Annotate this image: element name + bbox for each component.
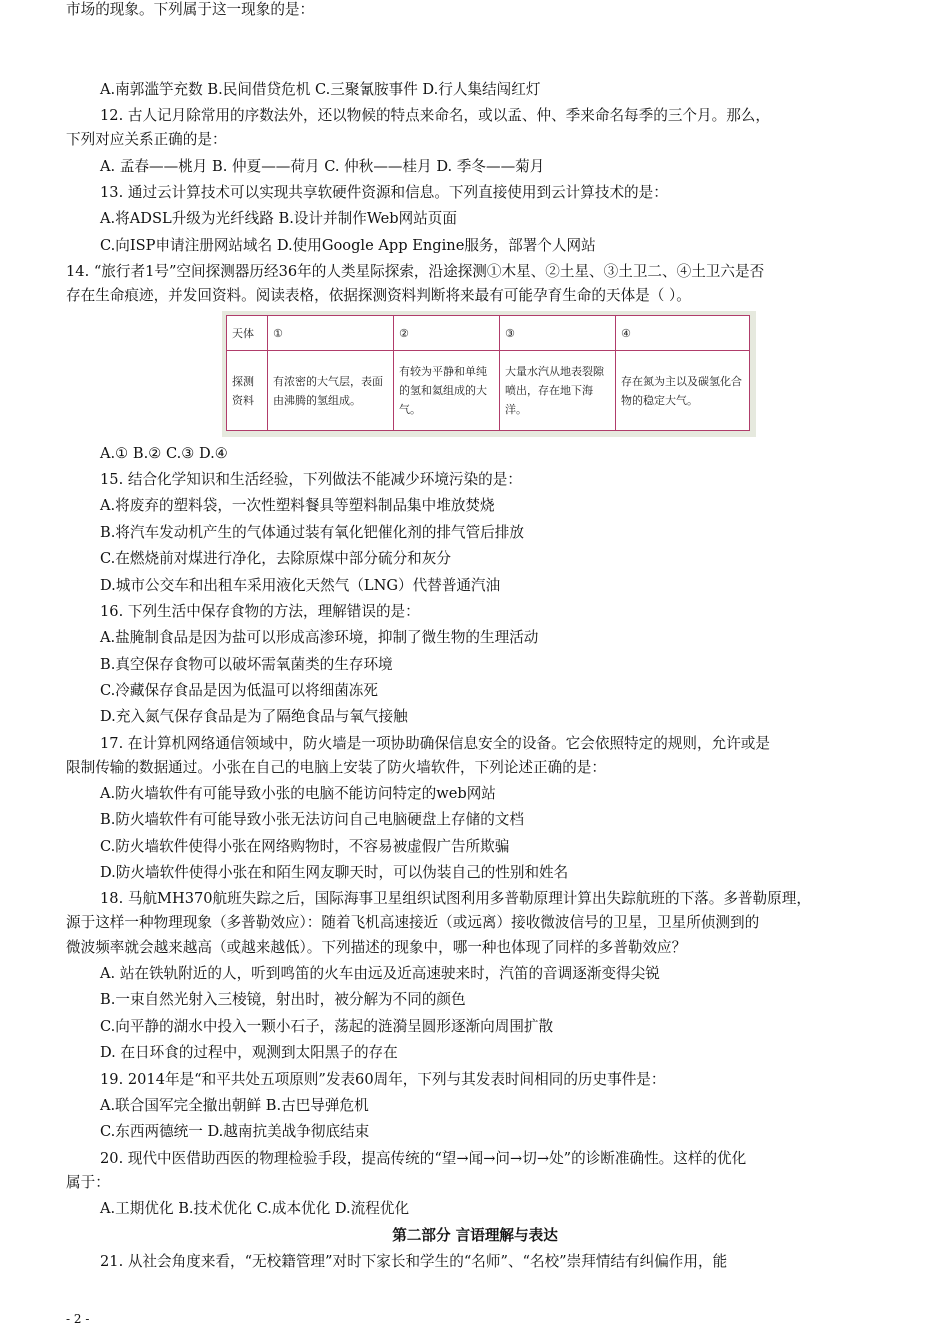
text-line: 12. 古人记月除常用的序数法外，还以物候的特点来命名，或以孟、仲、季来命名每季的三个月。那么， [100, 107, 770, 124]
table-header-row [227, 316, 750, 351]
text-line: C.向ISP申请注册网站域名 D.使用Google App Engine服务，部署个人网站 [100, 237, 596, 254]
text-line: A.盐腌制食品是因为盐可以形成高渗环境，抑制了微生物的生理活动 [100, 629, 539, 646]
text-line: B.防火墙软件有可能导致小张无法访问自己电脑硬盘上存储的文档 [100, 811, 524, 828]
section-title: 第二部分 言语理解与表达 [392, 1227, 558, 1244]
probe-data-table [226, 315, 750, 431]
text-line: A.工期优化 B.技术优化 C.成本优化 D.流程优化 [100, 1200, 410, 1217]
text-line: 19. 2014年是“和平共处五项原则”发表60周年，下列与其发表时间相同的历史事件是： [100, 1071, 666, 1088]
probe-data-table-frame [222, 311, 756, 437]
text-line: 13. 通过云计算技术可以实现共享软硬件资源和信息。下列直接使用到云计算技术的是： [100, 184, 668, 201]
text-line: 属于： [66, 1174, 110, 1191]
table-cell: 大量水汽从地表裂隙喷出，存在地下海洋。 [500, 351, 616, 431]
text-line: A. 站在铁轨附近的人，听到鸣笛的火车由远及近高速驶来时，汽笛的音调逐渐变得尖锐 [100, 965, 660, 982]
text-line: B.真空保存食物可以破坏需氧菌类的生存环境 [100, 656, 393, 673]
text-line: 限制传输的数据通过。小张在自己的电脑上安装了防火墙软件，下列论述正确的是： [66, 759, 606, 776]
table-header-cell: ① [268, 316, 394, 351]
text-line: B.一束自然光射入三棱镜，射出时，被分解为不同的颜色 [100, 991, 466, 1008]
text-line: 下列对应关系正确的是： [66, 131, 227, 148]
text-line: D.防火墙软件使得小张在和陌生网友聊天时，可以伪装自己的性别和姓名 [100, 864, 569, 881]
table-header-cell: ③ [500, 316, 616, 351]
text-line: D.城市公交车和出租车采用液化天然气（LNG）代替普通汽油 [100, 577, 501, 594]
text-line: A.防火墙软件有可能导致小张的电脑不能访问特定的web网站 [100, 785, 496, 802]
text-line: D. 在日环食的过程中，观测到太阳黑子的存在 [100, 1044, 398, 1061]
table-cell: 有浓密的大气层，表面由沸腾的氢组成。 [268, 351, 394, 431]
table-cell: 存在氮为主以及碳氢化合物的稳定大气。 [616, 351, 750, 431]
text-line: C.向平静的湖水中投入一颗小石子，荡起的涟漪呈圆形逐渐向周围扩散 [100, 1018, 554, 1035]
table-header-cell: ② [394, 316, 500, 351]
text-line: 21. 从社会角度来看，“无校籍管理”对时下家长和学生的“名师”、“名校”崇拜情结有纠偏作用，能 [100, 1253, 728, 1270]
text-line: 20. 现代中医借助西医的物理检验手段，提高传统的“望→闻→问→切→处”的诊断准确性。这样的优化 [100, 1150, 747, 1167]
table-header-cell: ④ [616, 316, 750, 351]
text-line: C.防火墙软件使得小张在网络购物时，不容易被虚假广告所欺骗 [100, 838, 510, 855]
text-line: C.在燃烧前对煤进行净化，去除原煤中部分硫分和灰分 [100, 550, 451, 567]
text-line: D.充入氮气保存食品是为了隔绝食品与氧气接触 [100, 708, 408, 725]
table-header-cell: 天体 [227, 316, 268, 351]
text-line: A.南郭滥竽充数 B.民间借贷危机 C.三聚氰胺事件 D.行人集结闯红灯 [100, 81, 541, 98]
page-number: - 2 - [66, 1312, 90, 1326]
text-line: A.将废弃的塑料袋，一次性塑料餐具等塑料制品集中堆放焚烧 [100, 497, 495, 514]
text-line: 市场的现象。下列属于这一现象的是： [66, 1, 315, 18]
text-line: 微波频率就会越来越高（或越来越低）。下列描述的现象中，哪一种也体现了同样的多普勒效应？ [66, 939, 687, 956]
table-row-label: 探测资料 [227, 351, 268, 431]
text-line: A.将ADSL升级为光纤线路 B.设计并制作Web网站页面 [100, 210, 457, 227]
text-line: A. 孟春——桃月 B. 仲夏——荷月 C. 仲秋——桂月 D. 季冬——菊月 [100, 158, 545, 175]
text-line: 源于这样一种物理现象（多普勒效应）：随着飞机高速接近（或远离）接收微波信号的卫星，卫星所侦测到的 [66, 914, 760, 931]
text-line: C.冷藏保存食品是因为低温可以将细菌冻死 [100, 682, 378, 699]
text-line: 18. 马航MH370航班失踪之后，国际海事卫星组织试图利用多普勒原理计算出失踪航班的下落。多普勒原理， [100, 890, 811, 907]
text-line: 14. “旅行者1号”空间探测器历经36年的人类星际探索，沿途探测①木星、②土星、③土卫二、④土卫六是否 [66, 263, 765, 280]
text-line: A.联合国军完全撤出朝鲜 B.古巴导弹危机 [100, 1097, 369, 1114]
table-cell: 有较为平静和单纯的氢和氦组成的大气。 [394, 351, 500, 431]
text-line: 存在生命痕迹，并发回资料。阅读表格，依据探测资料判断将来最有可能孕育生命的天体是（ ）。 [66, 287, 691, 304]
text-line: B.将汽车发动机产生的气体通过装有氧化钯催化剂的排气管后排放 [100, 524, 524, 541]
table-row [227, 351, 750, 431]
text-line: A.① B.② C.③ D.④ [100, 445, 228, 462]
text-line: 15. 结合化学知识和生活经验，下列做法不能减少环境污染的是： [100, 471, 522, 488]
text-line: 17. 在计算机网络通信领域中，防火墙是一项协助确保信息安全的设备。它会依照特定的规则，允许或是 [100, 735, 770, 752]
text-line: C.东西两德统一 D.越南抗美战争彻底结束 [100, 1123, 370, 1140]
text-line: 16. 下列生活中保存食物的方法，理解错误的是： [100, 603, 420, 620]
